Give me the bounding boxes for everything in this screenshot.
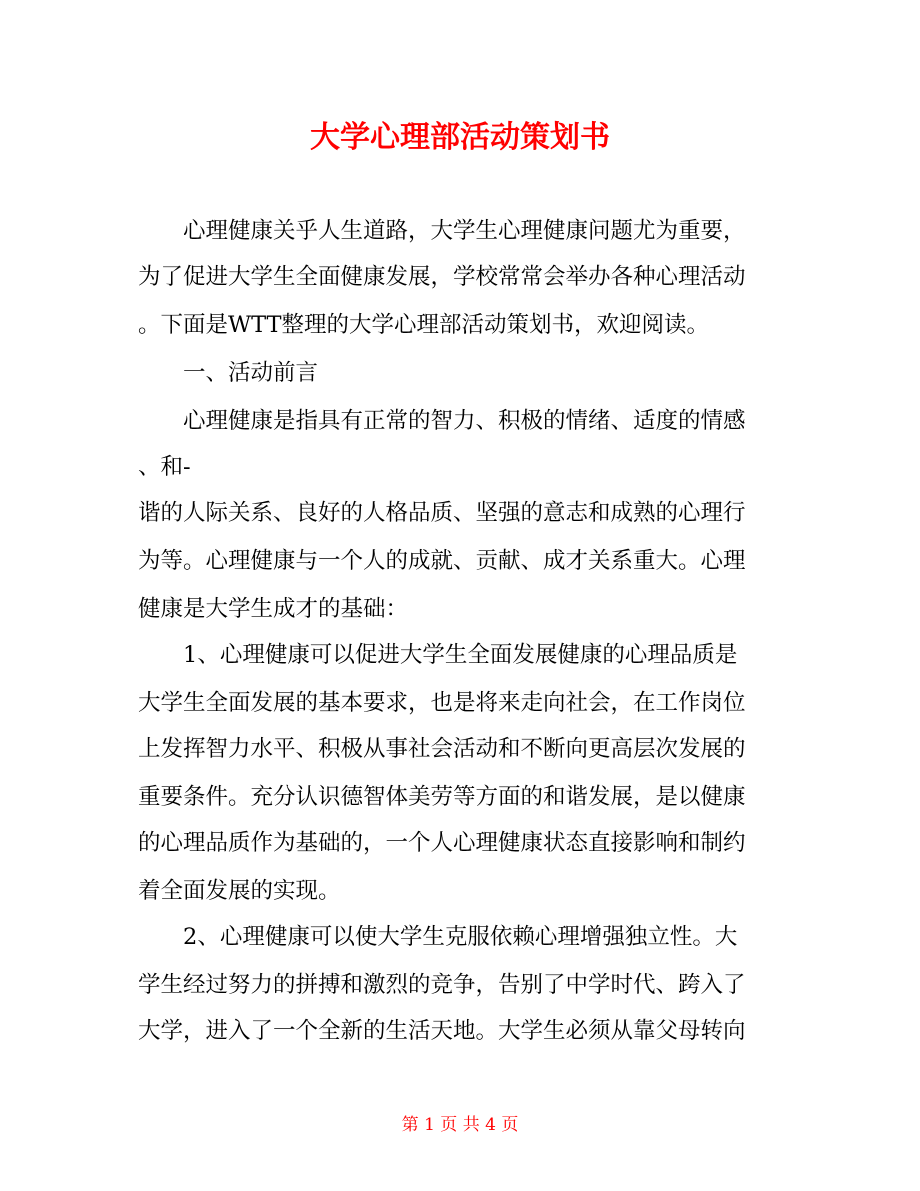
body-line: 重要条件。充分认识德智体美劳等方面的和谐发展，是以健康: [138, 784, 746, 810]
body-line: 大学生全面发展的基本要求，也是将来走向社会，在工作岗位: [138, 690, 746, 716]
body-line: 。下面是WTT整理的大学心理部活动策划书，欢迎阅读。: [138, 312, 710, 338]
body-line: 着全面发展的实现。: [138, 878, 341, 904]
page-footer: 第 1 页 共 4 页: [401, 1115, 519, 1135]
body-line: 1、心理健康可以促进大学生全面发展健康的心理品质是: [138, 642, 738, 668]
body-line: 为了促进大学生全面健康发展，学校常常会举办各种心理活动: [138, 264, 746, 290]
body-line: 大学，进入了一个全新的生活天地。大学生必须从靠父母转向: [138, 1018, 746, 1044]
body-line: 学生经过努力的拼搏和激烈的竞争，告别了中学时代、跨入了: [138, 972, 746, 998]
body-line: 上发挥智力水平、积极从事社会活动和不断向更高层次发展的: [138, 736, 746, 762]
body-line: 心理健康关乎人生道路，大学生心理健康问题尤为重要，: [138, 218, 746, 244]
body-line: 、和-: [138, 454, 191, 480]
section-heading: 一、活动前言: [138, 360, 319, 386]
body-line: 心理健康是指具有正常的智力、积极的情绪、适度的情感: [138, 408, 746, 434]
body-line: 健康是大学生成才的基础：: [138, 596, 409, 622]
body-line: 谐的人际关系、良好的人格品质、坚强的意志和成熟的心理行: [138, 500, 746, 526]
body-line: 的心理品质作为基础的，一个人心理健康状态直接影响和制约: [138, 830, 746, 856]
body-line: 为等。心理健康与一个人的成就、贡献、成才关系重大。心理: [138, 548, 746, 574]
document-title: 大学心理部活动策划书: [310, 120, 610, 155]
body-line: 2、心理健康可以使大学生克服依赖心理增强独立性。大: [138, 924, 738, 950]
